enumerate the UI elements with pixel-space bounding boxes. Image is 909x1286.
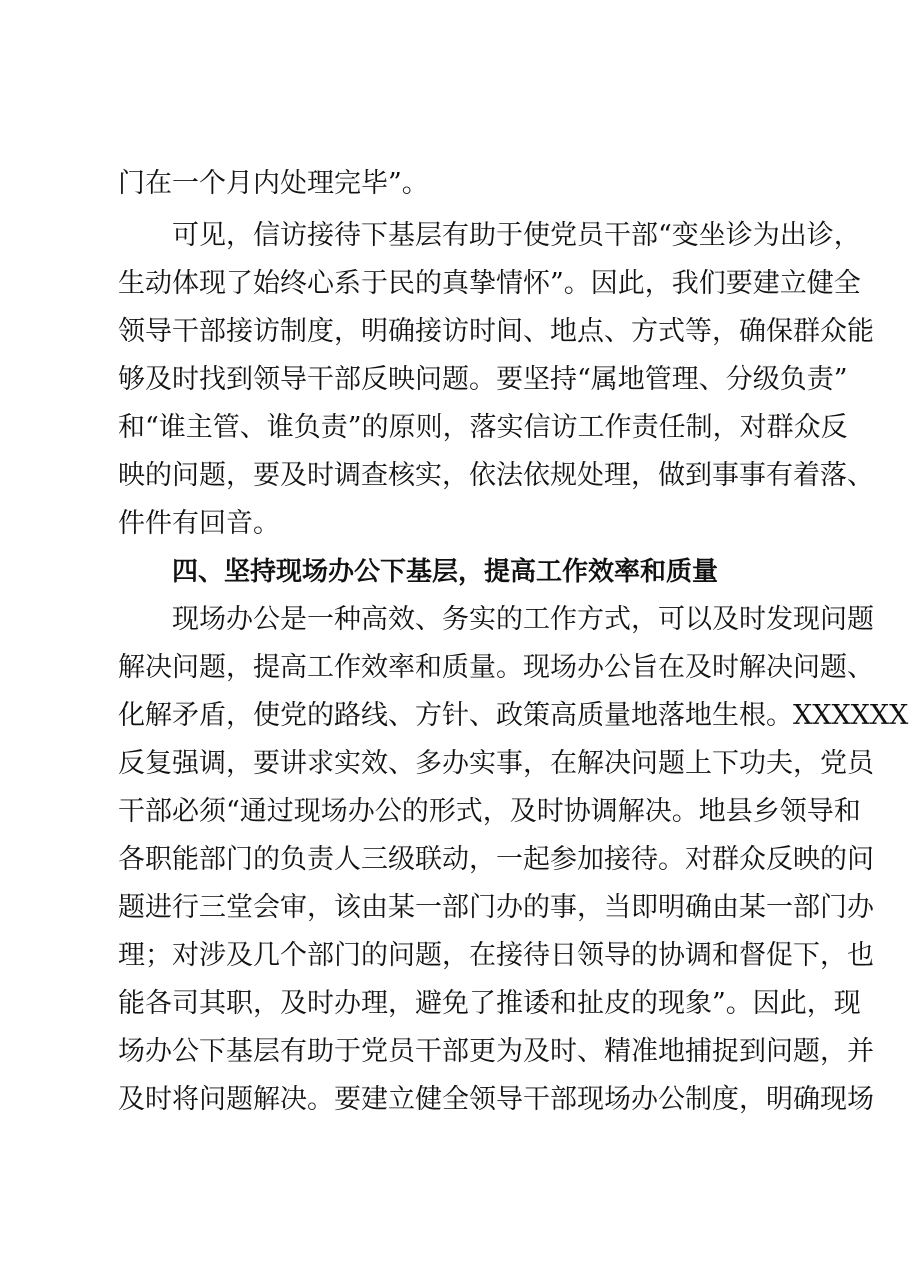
text-line: 和“谁主管、谁负责”的原则，落实信访工作责任制，对群众反 (118, 412, 848, 443)
text-line: 各职能部门的负责人三级联动，一起参加接待。对群众反映的问 (118, 844, 874, 875)
section-heading: 四、坚持现场办公下基层，提高工作效率和质量 (172, 557, 719, 587)
text-line: 解决问题，提高工作效率和质量。现场办公旨在及时解决问题、 (118, 652, 874, 683)
text-line: 够及时找到领导干部反映问题。要坚持“属地管理、分级负责” (118, 364, 848, 395)
text-line: 能各司其职，及时办理，避免了推诿和扯皮的现象”。因此，现 (118, 988, 861, 1019)
text-line: 理；对涉及几个部门的问题，在接待日领导的协调和督促下，也 (118, 940, 874, 971)
text-line: 件件有回音。 (118, 508, 280, 539)
text-line: 及时将问题解决。要建立健全领导干部现场办公制度，明确现场 (118, 1084, 874, 1115)
text-line: 生动体现了始终心系于民的真挚情怀”。因此，我们要建立健全 (118, 268, 861, 299)
text-line: 映的问题，要及时调查核实，依法依规处理，做到事事有着落、 (118, 460, 874, 491)
text-line: 场办公下基层有助于党员干部更为及时、精准地捕捉到问题，并 (118, 1036, 874, 1067)
text-line: 干部必须“通过现场办公的形式，及时协调解决。地县乡领导和 (118, 796, 861, 827)
text-line: 门在一个月内处理完毕”。 (118, 168, 429, 199)
paragraph-first-line: 可见，信访接待下基层有助于使党员干部“变坐诊为出诊， (172, 220, 861, 251)
text-line: 领导干部接访制度，明确接访时间、地点、方式等，确保群众能 (118, 316, 874, 347)
text-line: 题进行三堂会审，该由某一部门办的事，当即明确由某一部门办 (118, 892, 874, 923)
text-line: 反复强调，要讲求实效、多办实事，在解决问题上下功夫，党员 (118, 748, 874, 779)
text-line: 化解矛盾，使党的路线、方针、政策高质量地落地生根。XXXXXX (118, 700, 909, 731)
paragraph-first-line: 现场办公是一种高效、务实的工作方式，可以及时发现问题 (172, 604, 874, 635)
